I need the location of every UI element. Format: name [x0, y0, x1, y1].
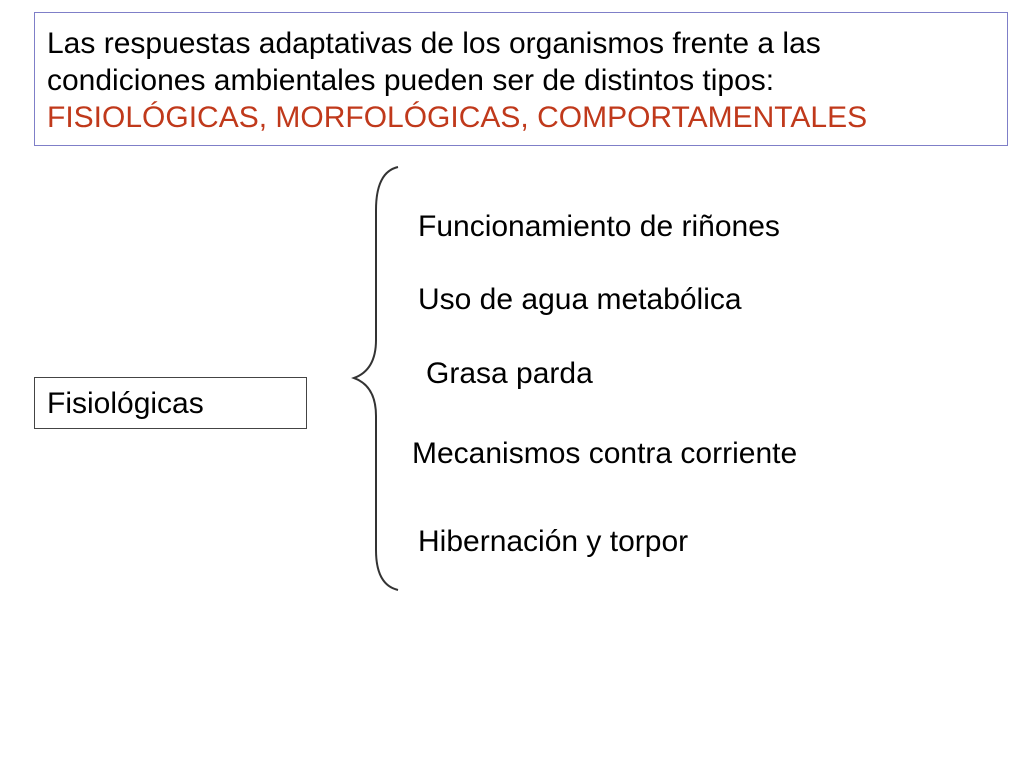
item-contra-corriente: Mecanismos contra corriente [412, 437, 798, 470]
title-line-2: condiciones ambientales pueden ser de distintos tipos: [47, 64, 775, 97]
item-grasa-parda: Grasa parda [426, 357, 593, 390]
item-funcionamiento-rinones: Funcionamiento de riñones [418, 210, 780, 243]
category-label: Fisiológicas [47, 387, 204, 420]
title-line-1: Las respuestas adaptativas de los organismos frente a las [47, 27, 821, 60]
item-agua-metabolica: Uso de agua metabólica [418, 283, 742, 316]
brace-path [354, 167, 398, 590]
title-line-3-types: FISIOLÓGICAS, MORFOLÓGICAS, COMPORTAMENTALES [47, 101, 868, 134]
item-hibernacion-torpor: Hibernación y torpor [418, 525, 689, 558]
